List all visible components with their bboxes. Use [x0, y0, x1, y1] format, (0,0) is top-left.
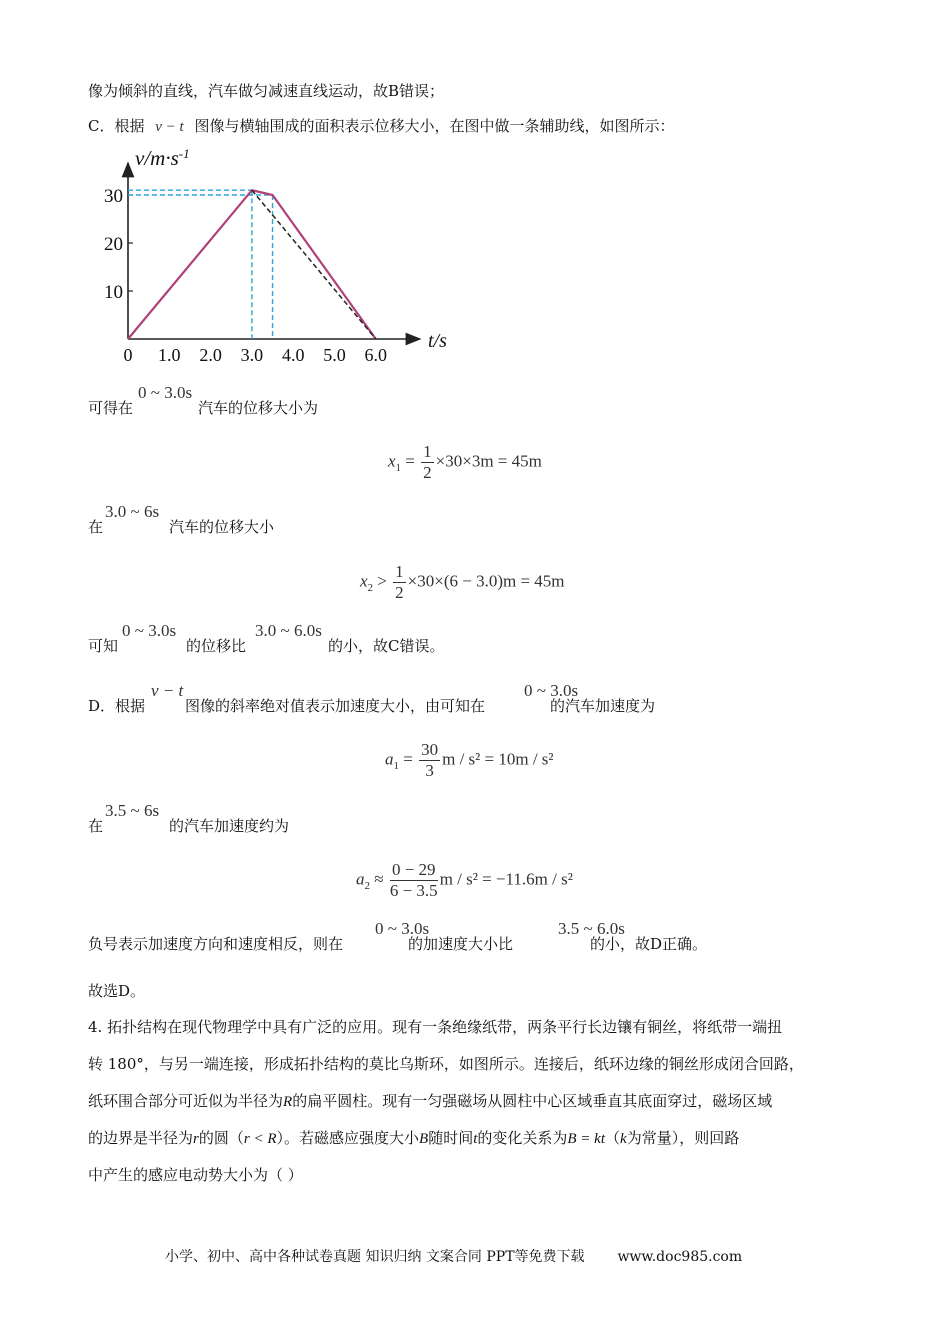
- eq3-sub: 1: [393, 759, 399, 772]
- neg-interval-2: 3.5 ~ 6.0s: [558, 919, 625, 938]
- vt-chart: [95, 145, 465, 375]
- text-line-kd1: [88, 398, 318, 418]
- z4-b: 的汽车加速度约为: [169, 817, 290, 835]
- kd1-interval: 0 ~ 3.0s: [138, 383, 193, 402]
- footer-text: 小学、初中、高中各种试卷真题 知识归纳 文案合同 PPT等免费下载: [165, 1249, 585, 1265]
- c-vt: v − t: [155, 119, 184, 135]
- equation-a2: $a_2$ ≈ $\frac{0 - 29}{6 - 3.5}$ m / s² = −11.6m / s²: [356, 860, 573, 900]
- q4-l4-formula: B = kt: [567, 1131, 606, 1147]
- q4-l4-e: 的变化关系为: [477, 1129, 568, 1147]
- text-line-kz: [88, 636, 445, 656]
- kz-b: 的位移比: [186, 637, 247, 655]
- q4-line-2: 转 180°，与另一端连接，形成拓扑结构的莫比乌斯环，如图所示。连接后，纸环边缘的铜丝形成闭合回路，: [88, 1055, 804, 1073]
- neg-b: 的加速度大小比: [408, 935, 514, 953]
- q4-l4-cond: r < R: [243, 1131, 277, 1147]
- equation-a1: $a_1$ = $\frac{30}{3}$ m / s² = 10m / s²: [385, 740, 554, 780]
- eq3-den: 3: [425, 761, 434, 780]
- auxiliary-line: [252, 190, 376, 339]
- q4-l4-f: （: [605, 1129, 621, 1147]
- d-interval: 0 ~ 3.0s: [524, 681, 579, 700]
- q4-l3-R: R: [283, 1094, 293, 1110]
- neg-c: 的小，故D正确。: [590, 935, 708, 953]
- eq3-lhs: a: [385, 749, 394, 769]
- kz-c: 的小，故C错误。: [328, 637, 445, 655]
- x-tick-label: 1.0: [158, 345, 181, 365]
- kz-a: 可知: [88, 637, 119, 655]
- page-footer: [165, 1246, 742, 1266]
- d-vt: v − t: [151, 681, 184, 700]
- text-line-z4: [88, 816, 289, 836]
- eq1-sub: 1: [395, 461, 402, 474]
- footer-site[interactable]: www.doc985.com: [617, 1249, 743, 1265]
- x-tick-label: 6.0: [364, 345, 388, 365]
- q4-l4-k: k: [620, 1131, 627, 1147]
- text-line-d: [88, 696, 655, 716]
- eq2-den: 2: [395, 583, 404, 602]
- answer-line: 故选D。: [88, 982, 146, 1000]
- kd1-b: 汽车的位移大小为: [198, 399, 319, 417]
- text-line-neg: [88, 934, 707, 954]
- q4-l4-g: 为常量），则回路: [626, 1129, 740, 1147]
- x-tick-label: 5.0: [323, 345, 346, 365]
- d-b: 图像的斜率绝对值表示加速度大小，由可知在: [185, 697, 486, 715]
- eq4-den: 6 − 3.5: [389, 881, 438, 900]
- eq4-rhs: m / s² = −11.6m / s²: [439, 869, 573, 889]
- c-prefix: C．根据: [88, 117, 145, 135]
- z4-interval: 3.5 ~ 6s: [105, 801, 160, 820]
- eq4-lhs: a: [356, 869, 365, 889]
- eq3-rhs: m / s² = 10m / s²: [442, 749, 554, 769]
- eq2-num: 1: [395, 562, 404, 581]
- eq4-sub: 2: [364, 879, 370, 892]
- kz-interval-2: 3.0 ~ 6.0s: [255, 621, 322, 640]
- y-tick-label: 30: [104, 186, 123, 207]
- d-c: 的汽车加速度为: [550, 697, 656, 715]
- eq1-den: 2: [423, 463, 432, 482]
- x-axis-label: t/s: [428, 330, 447, 352]
- eq1-rhs: ×30×3m = 45m: [435, 451, 542, 471]
- q4-l4-a: 的边界是半径为: [88, 1129, 194, 1147]
- q4-line-5: 中产生的感应电动势大小为（ ）: [88, 1166, 303, 1184]
- q4-line-4: [88, 1128, 739, 1149]
- q4-l4-b: 的圆（: [198, 1129, 244, 1147]
- x-tick-label: 2.0: [199, 345, 222, 365]
- eq4-num: 0 − 29: [390, 860, 438, 881]
- q4-line-3: [88, 1091, 772, 1112]
- q4-l4-r: r: [193, 1131, 199, 1147]
- z2-interval: 3.0 ~ 6s: [105, 502, 160, 521]
- q4-l3-a: 纸环围合部分可近似为半径为: [88, 1092, 284, 1110]
- q4-l4-B: B: [419, 1131, 429, 1147]
- z2-b: 汽车的位移大小: [169, 518, 275, 536]
- neg-a: 负号表示加速度方向和速度相反，则在: [88, 935, 344, 953]
- q4-line-1: 4. 拓扑结构在现代物理学中具有广泛的应用。现有一条绝缘纸带，两条平行长边镶有铜丝，将纸带一端扭: [88, 1018, 783, 1036]
- eq2-lhs: x: [360, 571, 368, 591]
- z2-a: 在: [88, 518, 104, 536]
- text-line-c: [88, 116, 675, 137]
- x-tick-label: 0: [123, 345, 133, 365]
- text-line-z2: [88, 517, 274, 537]
- z4-a: 在: [88, 817, 104, 835]
- equation-x1: $x_1$ = $\frac{1}{2}$ ×30×3m = 45m: [388, 442, 542, 482]
- text-line-1: 像为倾斜的直线，汽车做匀减速直线运动，故B错误；: [88, 82, 445, 100]
- y-tick-label: 20: [104, 234, 123, 255]
- y-axis-label: $v/m\cdot s^{-1}$: [135, 145, 190, 170]
- kd1-a: 可得在: [88, 399, 134, 417]
- eq1-num: 1: [423, 442, 432, 461]
- eq1-lhs: x: [388, 451, 396, 471]
- q4-l4-c: ）。若磁感应强度大小: [276, 1129, 420, 1147]
- kz-interval-1: 0 ~ 3.0s: [122, 621, 177, 640]
- d-a: D．根据: [88, 697, 146, 715]
- equation-x2: $x_2$ > $\frac{1}{2}$ ×30×(6 − 3.0)m = 45m: [360, 562, 565, 602]
- q4-l4-d: 随时间: [428, 1129, 474, 1147]
- x-tick-label: 4.0: [281, 345, 305, 365]
- q4-l4-t: t: [473, 1131, 478, 1147]
- c-suffix: 图像与横轴围成的面积表示位移大小，在图中做一条辅助线，如图所示：: [194, 117, 675, 135]
- x-tick-label: 3.0: [240, 345, 264, 365]
- y-tick-label: 10: [104, 282, 123, 303]
- eq2-rhs: ×30×(6 − 3.0)m = 45m: [407, 571, 565, 591]
- eq3-num: 30: [421, 740, 439, 759]
- eq2-sub: 2: [367, 581, 374, 594]
- neg-interval-1: 0 ~ 3.0s: [375, 919, 430, 938]
- q4-l3-b: 的扁平圆柱。现有一匀强磁场从圆柱中心区域垂直其底面穿过，磁场区域: [292, 1092, 773, 1110]
